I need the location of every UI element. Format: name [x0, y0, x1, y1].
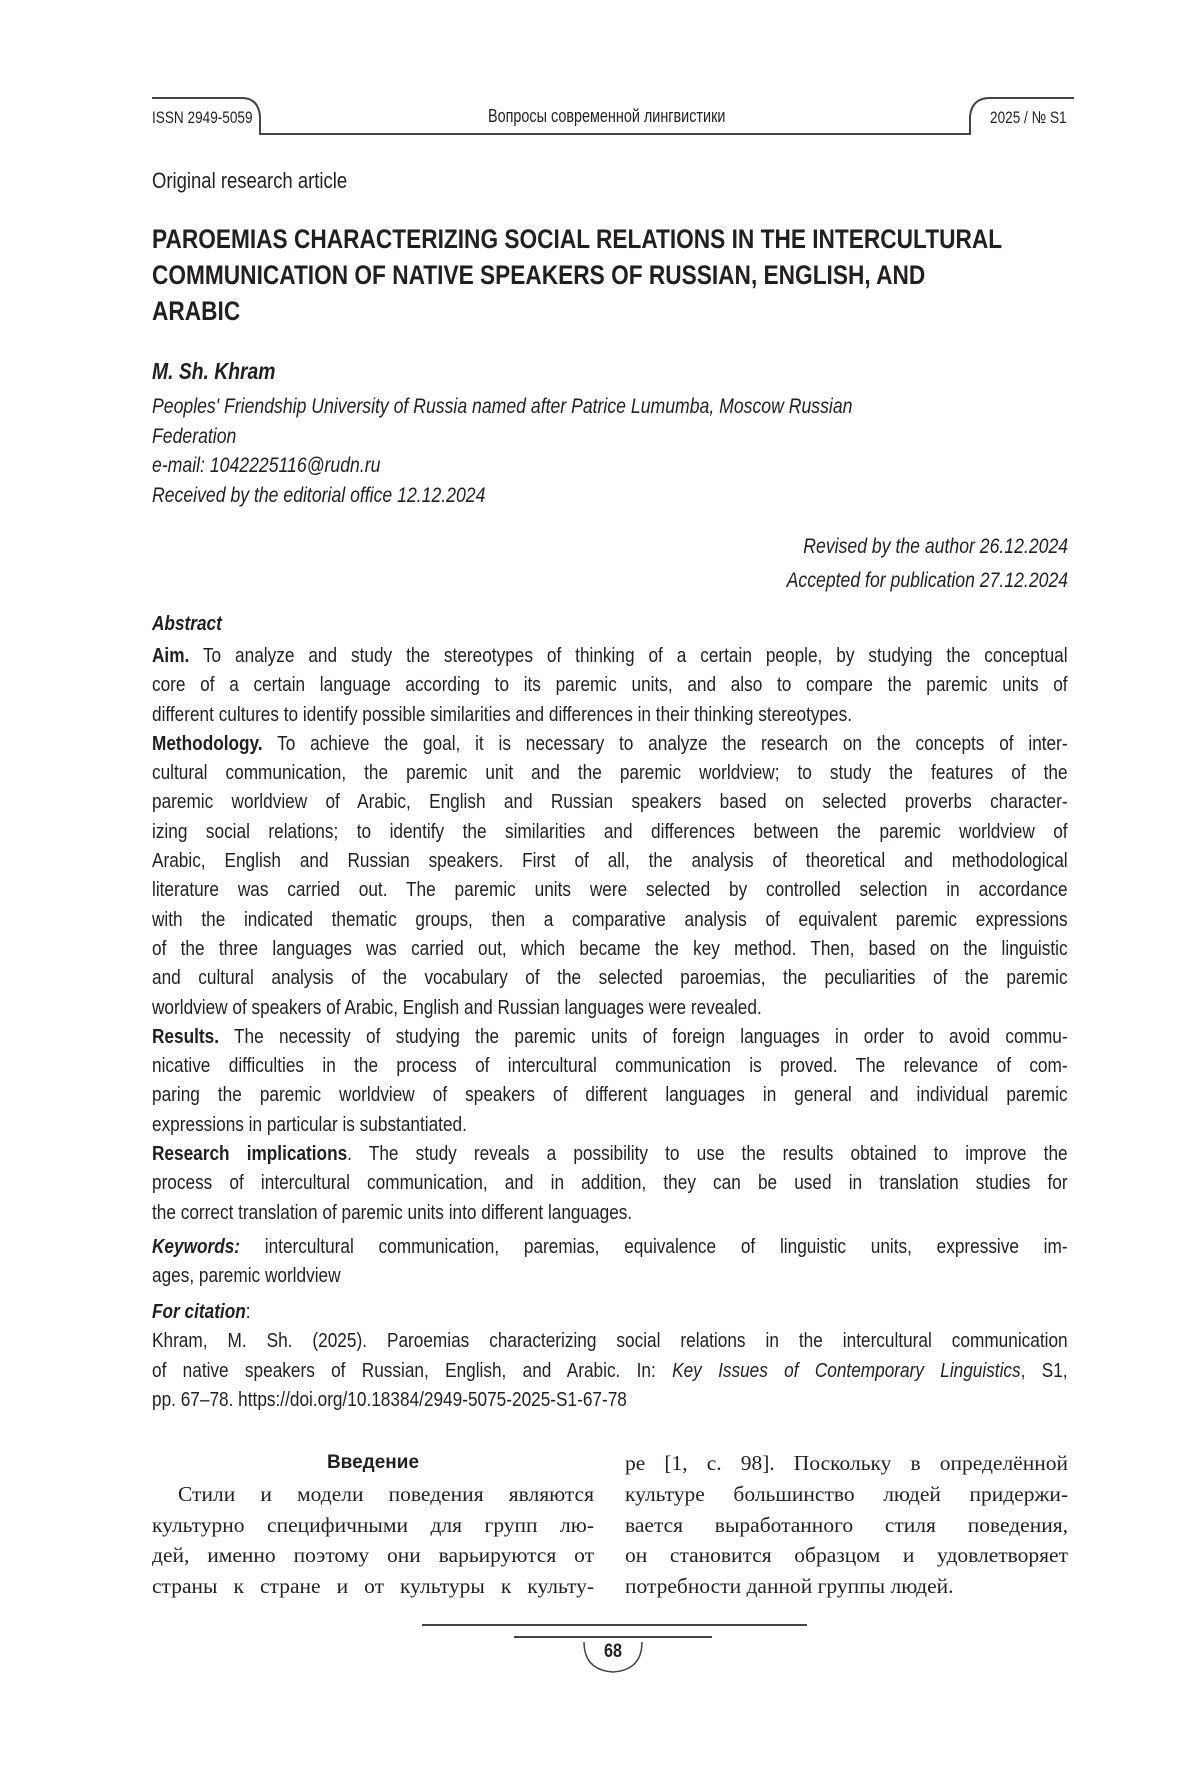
abstract-text: the correct translation of paremic units into different languages. — [152, 1201, 632, 1224]
abstract-text: worldview of speakers of Arabic, English and Russian languages were revealed. — [152, 996, 762, 1019]
keywords-text: intercultural communication, paremias, equivalence of linguistic units, expressive im- — [240, 1235, 1068, 1258]
abstract-text: core of a certain language according to its paremic units, and also to compare the paremic units of — [152, 673, 1068, 696]
abstract-text: To achieve the goal, it is necessary to analyze the research on the concepts of inter- — [263, 732, 1068, 755]
abstract-line — [152, 729, 1068, 758]
abstract-heading: Abstract — [152, 612, 222, 636]
citation — [152, 1297, 1068, 1414]
abstract-text: paremic worldview of Arabic, English and Russian speakers based on selected proverbs character- — [152, 790, 1068, 813]
citation-text: , S1, — [1021, 1359, 1068, 1382]
author-name: M. Sh. Khram — [152, 358, 275, 385]
keywords-text: ages, paremic worldview — [152, 1264, 341, 1287]
abstract-text: literature was carried out. The paremic units were selected by controlled selection in accordance — [152, 878, 1068, 901]
citation-journal: Key Issues of Contemporary Linguistics — [672, 1359, 1021, 1382]
accepted-date: Accepted for publication 27.12.2024 — [787, 564, 1068, 598]
abstract-line — [152, 905, 1068, 934]
email: e-mail: 1042225116@rudn.ru — [152, 451, 852, 481]
keywords-label: Keywords: — [152, 1235, 240, 1258]
abstract-line — [152, 875, 1068, 904]
author-info — [152, 392, 852, 510]
abstract-text: . The study reveals a possibility to use the results obtained to improve the — [347, 1142, 1067, 1165]
abstract-text: of the three languages was carried out, which became the key method. Then, based on the linguistic — [152, 937, 1068, 960]
page-number: 68 — [602, 1641, 624, 1663]
article-title — [152, 221, 1002, 329]
title-line: ARABIC — [152, 293, 1002, 329]
abstract-line — [152, 963, 1068, 992]
received-date: Received by the editorial office 12.12.2024 — [152, 481, 852, 511]
abstract-line — [152, 934, 1068, 963]
abstract-body — [152, 641, 1068, 1227]
body-left-column — [152, 1448, 594, 1602]
body-line: страны к стране и от культуры к культу- — [152, 1571, 594, 1602]
abstract-text: Arabic, English and Russian speakers. First of all, the analysis of theoretical and methodological — [152, 849, 1068, 872]
abstract-text: expressions in particular is substantiated. — [152, 1113, 467, 1136]
abstract-line — [152, 993, 1068, 1022]
title-line: COMMUNICATION OF NATIVE SPEAKERS OF RUSSIAN, ENGLISH, AND — [152, 257, 1002, 293]
abstract-section-label: Research implications — [152, 1142, 347, 1165]
colon: : — [246, 1300, 251, 1323]
journal-title: Вопросы современной лингвистики — [488, 106, 725, 127]
abstract-line — [152, 1168, 1068, 1197]
citation-label: For citation — [152, 1300, 246, 1323]
abstract-section-label: Results. — [152, 1025, 219, 1048]
keywords — [152, 1232, 1068, 1291]
body-line: дей, именно поэтому они варьируются от — [152, 1540, 594, 1571]
affiliation-line: Federation — [152, 422, 852, 452]
abstract-line — [152, 700, 1068, 729]
abstract-text: and cultural analysis of the vocabulary of the selected paroemias, the peculiarities of the paremic — [152, 966, 1068, 989]
abstract-line — [152, 1051, 1068, 1080]
abstract-line — [152, 670, 1068, 699]
abstract-text: cultural communication, the paremic unit and the paremic worldview; to study the features of the — [152, 761, 1068, 784]
affiliation-line: Peoples' Friendship University of Russia named after Patrice Lumumba, Moscow Russian — [152, 392, 852, 422]
citation-doi: pp. 67–78. https://doi.org/10.18384/2949-5075-2025-S1-67-78 — [152, 1388, 627, 1411]
body-line: Стили и модели поведения являются — [152, 1479, 594, 1510]
dates — [787, 530, 1068, 598]
abstract-text: izing social relations; to identify the similarities and differences between the paremic worldview of — [152, 820, 1068, 843]
abstract-line — [152, 1110, 1068, 1139]
revised-date: Revised by the author 26.12.2024 — [787, 530, 1068, 564]
abstract-section-label: Methodology. — [152, 732, 263, 755]
abstract-line — [152, 641, 1068, 670]
abstract-line — [152, 787, 1068, 816]
body-line: он становится образцом и удовлетворяет — [625, 1540, 1068, 1571]
abstract-text: paring the paremic worldview of speakers of different languages in general and individual paremic — [152, 1083, 1068, 1106]
abstract-line — [152, 1198, 1068, 1227]
page-footer-ornament — [0, 1610, 1200, 1690]
body-line: ре [1, с. 98]. Поскольку в определённой — [625, 1448, 1068, 1479]
abstract-text: The necessity of studying the paremic units of foreign languages in order to avoid commu- — [219, 1025, 1068, 1048]
body-line: потребности данной группы людей. — [625, 1571, 1068, 1602]
body-line: культурно специфичными для групп лю- — [152, 1510, 594, 1541]
abstract-line — [152, 758, 1068, 787]
body-line: вается выработанного стиля поведения, — [625, 1510, 1068, 1541]
issn: ISSN 2949-5059 — [152, 108, 253, 128]
abstract-text: nicative difficulties in the process of intercultural communication is proved. The relevance of com- — [152, 1054, 1068, 1077]
abstract-text: To analyze and study the stereotypes of thinking of a certain people, by studying the conceptual — [189, 644, 1067, 667]
body-right-column — [625, 1448, 1068, 1602]
abstract-line — [152, 846, 1068, 875]
article-type: Original research article — [152, 168, 347, 194]
abstract-text: with the indicated thematic groups, then a comparative analysis of equivalent paremic expressions — [152, 908, 1068, 931]
title-line: PAROEMIAS CHARACTERIZING SOCIAL RELATIONS IN THE INTERCULTURAL — [152, 221, 1002, 257]
issue-number: 2025 / № S1 — [990, 108, 1067, 128]
abstract-line — [152, 1022, 1068, 1051]
section-heading: Введение — [152, 1448, 594, 1479]
abstract-line — [152, 817, 1068, 846]
abstract-section-label: Aim. — [152, 644, 189, 667]
abstract-line — [152, 1080, 1068, 1109]
citation-text: of native speakers of Russian, English, and Arabic. In: — [152, 1359, 672, 1382]
citation-text: Khram, M. Sh. (2025). Paroemias characterizing social relations in the intercultural communication — [152, 1329, 1068, 1352]
abstract-line — [152, 1139, 1068, 1168]
abstract-text: process of intercultural communication, and in addition, they can be used in translation studies for — [152, 1171, 1068, 1194]
body-line: культуре большинство людей придержи- — [625, 1479, 1068, 1510]
abstract-text: different cultures to identify possible similarities and differences in their thinking stereotypes. — [152, 703, 852, 726]
